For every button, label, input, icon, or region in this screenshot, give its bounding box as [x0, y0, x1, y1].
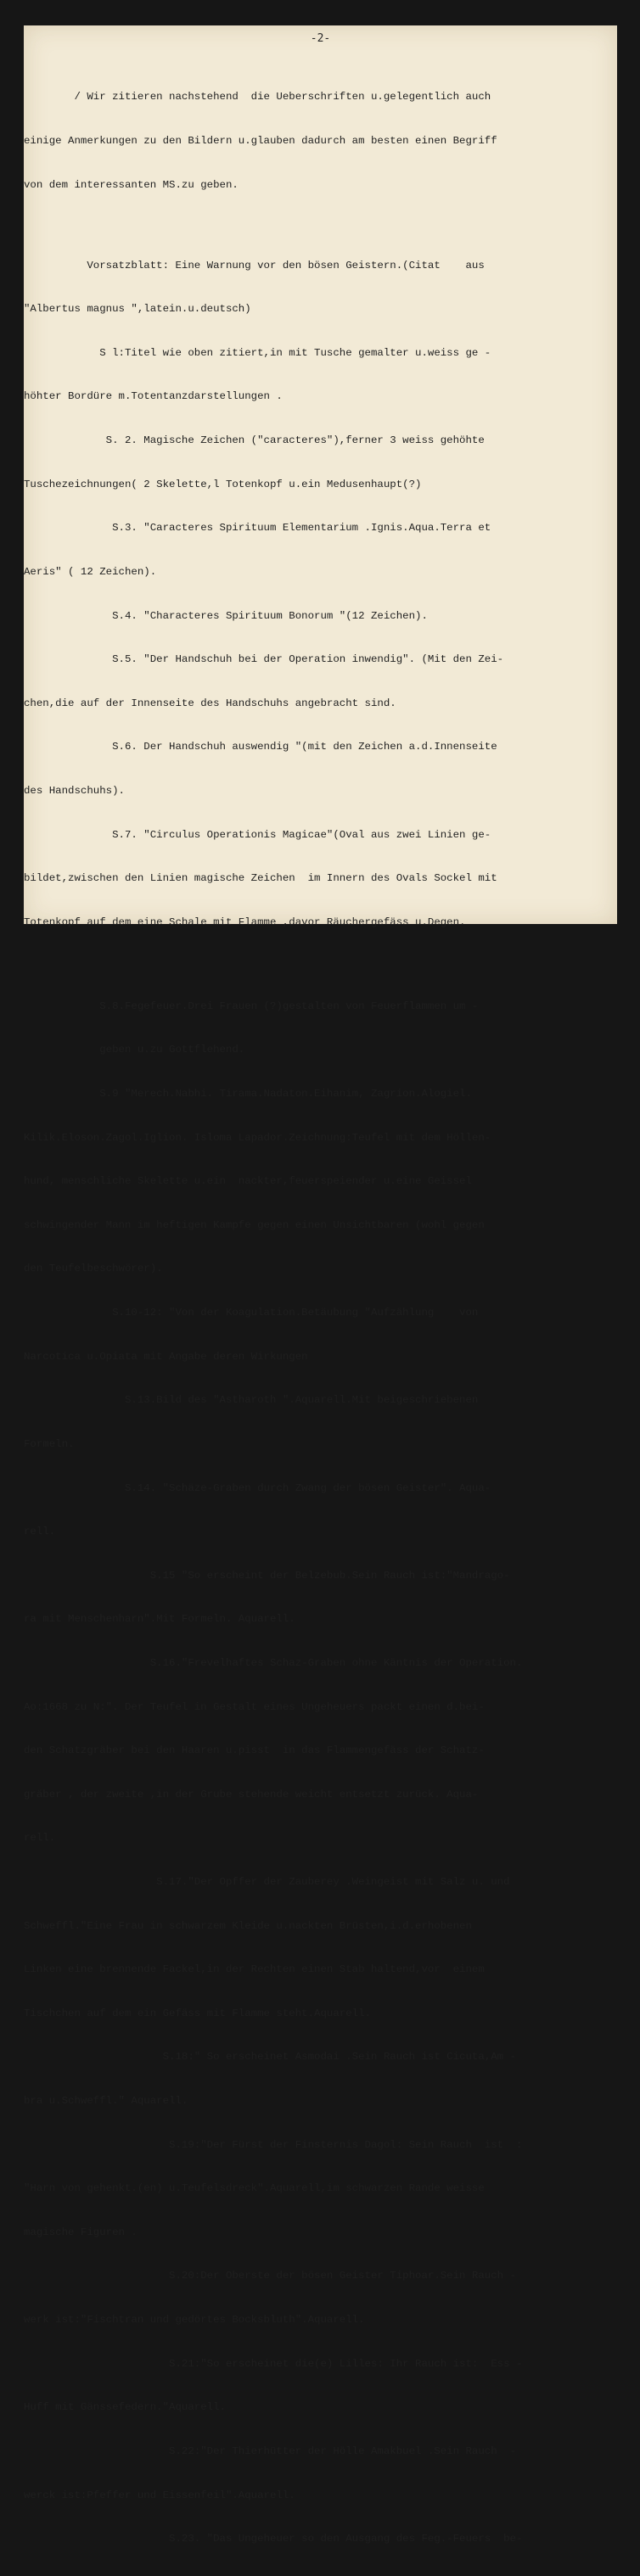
text-line: S.22:"Der Thierhütter der Hölle Amakbuel .Sein Rauch - [24, 2444, 516, 2457]
text-line: S.10-12: "Von der Koagulation.Betäubung "Aufzählung von [24, 1307, 479, 1319]
text-line: magische Figuren . [24, 2226, 138, 2238]
text-line: Tischchen auf dem ein Gefäss mit Flamme steht.Aquarell. [24, 2007, 371, 2019]
text-line: werck ist:Pfeffer und Eissenfeil".Aquarell. [24, 2489, 295, 2501]
text-line: rell. [24, 1832, 56, 1845]
text-line: Vorsatzblatt: Eine Warnung vor den bösen Geistern.(Citat aus [24, 259, 485, 272]
text-line: bra u.Schweffl." Aquarell. [24, 2095, 188, 2108]
text-line: rell. [24, 1526, 56, 1538]
document-body [24, 61, 522, 2576]
text-line: S. 2. Magische Zeichen ("caracteres"),ferner 3 weiss gehöhte [24, 434, 485, 447]
text-line: "Albertus magnus ",latein.u.deutsch) [24, 303, 251, 316]
text-line: Tuschezeichnungen( 2 Skelette,l Totenkopf u.ein Medusenhaupt(?) [24, 478, 422, 490]
page-number: -2- [310, 32, 331, 45]
typewritten-page [24, 25, 617, 2545]
text-line: S.21:"So erscheinet die(e) Lilles: Ihr Rauch ist: Ess - [24, 2357, 523, 2370]
text-line: des Handschuhs). [24, 784, 125, 797]
text-line: Narcotica u.Opiata mit Angabe deren Wirkungen [24, 1350, 308, 1363]
text-line: einige Anmerkungen zu den Bildern u.glauben dadurch am besten einen Begriff [24, 135, 497, 148]
text-line: S.15 "So erscheint der Belzebub.Sein Rauch ist:"Mandrago- [24, 1569, 510, 1582]
text-line: Aeris" ( 12 Zeichen). [24, 565, 157, 578]
text-line: Kilik.Eloson.Zagol.Iglion. Isloma Lapador.Zeichnung:Teufel mit dem Höllen- [24, 1131, 491, 1144]
text-line: S.6. Der Handschuh auswendig "(mit den Zeichen a.d.Innenseite [24, 741, 497, 753]
text-line: den Teufelbeschwörer). [24, 1263, 163, 1275]
text-line: hund, menschliche Skelette u.ein nackter,feuerspeiender u.eine Geissel [24, 1175, 472, 1188]
text-line: gräber , der zweite ,in der Grube stehende weicht entsetzt zurück. Aqua- [24, 1788, 479, 1800]
text-line: S.4. "Characteres Spirituum Bonorum "(12 Zeichen). [24, 609, 428, 622]
text-line: S.14. "Schäze-Graben durch Zwang der bösen Geister". Aqua- [24, 1481, 491, 1494]
text-line: bildet,zwischen den Linien magische Zeichen im Innern des Ovals Sockel mit [24, 872, 497, 885]
text-line: S l:Titel wie oben zitiert,in mit Tusche gemalter u.weiss ge - [24, 346, 491, 359]
text-line: Ao:1668 zu N:". Der Teufel in Gestalt eines Ungeheuers packt einen d.bei- [24, 1700, 485, 1713]
text-line: von dem interessanten MS.zu geben. [24, 178, 239, 191]
text-line: chen,die auf der Innenseite des Handschuhs angebracht sind. [24, 697, 396, 709]
text-line: S.18:" So erscheinet Asmodai .Sein Rauch ist Cicuta,Am - [24, 2051, 516, 2064]
text-line: "Harn von gehenkt.(en) u.Teufelsdreck".Aquarell,im schwarzen Rande weisse [24, 2182, 485, 2195]
text-line: ra mit Menschenharn".Mit Formeln. Aquarell. [24, 1613, 295, 1626]
text-line: schwingender Mann im heftigen Kampfe gegen einen Unsichtbaren (wohl gegen [24, 1218, 485, 1231]
text-line: S.16."Frevelhaftes Schaz-Graben ohne Käntnis der Operation. [24, 1656, 523, 1669]
text-line: S.13.Bild des "Astharoth ".Aquarell.Mit beigeschriebenen [24, 1394, 479, 1407]
text-line: S.9 "Merech.Nabhi. Tirama.Nadaton.Eihanim, Zagrion.Alogiel. [24, 1088, 472, 1100]
text-line: den Schatzgräber bei den Haaren u.pisst in das Flammengefäss der Schatz- [24, 1744, 485, 1757]
text-line: S.17."Der Opffer der Zauberey .Weingeist mit Salz u. und [24, 1875, 510, 1888]
text-line: höhter Bordüre m.Totentanzdarstellungen . [24, 390, 283, 403]
text-line: werk ist:"Fischtran und gedörtes Bocksbluth".Aquarell. [24, 2314, 365, 2327]
text-line: Linken eine brennende Fackel,in der Rechten einen Stab haltend,vor einem [24, 1963, 485, 1976]
text-line: / Wir zitieren nachstehend die Ueberschriften u.gelegentlich auch [24, 91, 491, 104]
text-line: S.23. "Das Ungeheuer so den Ausgang des Feg.-Feuers be- [24, 2533, 523, 2545]
text-line: S.3. "Caracteres Spirituum Elementarium .Ignis.Aqua.Terra et [24, 522, 491, 535]
text-line: S.5. "Der Handschuh bei der Operation inwendig". (Mit den Zei- [24, 653, 504, 666]
text-line: S.20:Der Oberste der bösen Geister Tiphoar.Sein Rauch - [24, 2270, 516, 2282]
text-line: Huff mit Gänssefedern."Aquarell. [24, 2401, 226, 2414]
text-line: S.19:"Der Fürst der Finsternis Dagol: Sein Rauch ist : [24, 2138, 523, 2151]
text-line: Formeln. [24, 1437, 75, 1450]
text-line: Totenkopf auf dem eine Schale mit Flamme ,davor Räuchergefäss u.Degen. [24, 916, 466, 928]
text-line: geben u.zu Gottflehend. [24, 1044, 245, 1056]
text-line: S.8.Fegefeuer.Drei Frauen (?)gestalten von Feuerflammen um - [24, 1000, 479, 1012]
text-line: S.7. "Circulus Operationis Magicae"(Oval aus zwei Linien ge- [24, 828, 491, 841]
text-line: Schweffl."Eine Frau in schwarzem Kleide u.nackten Brüsten,i.d.erhobenen [24, 1919, 472, 1932]
